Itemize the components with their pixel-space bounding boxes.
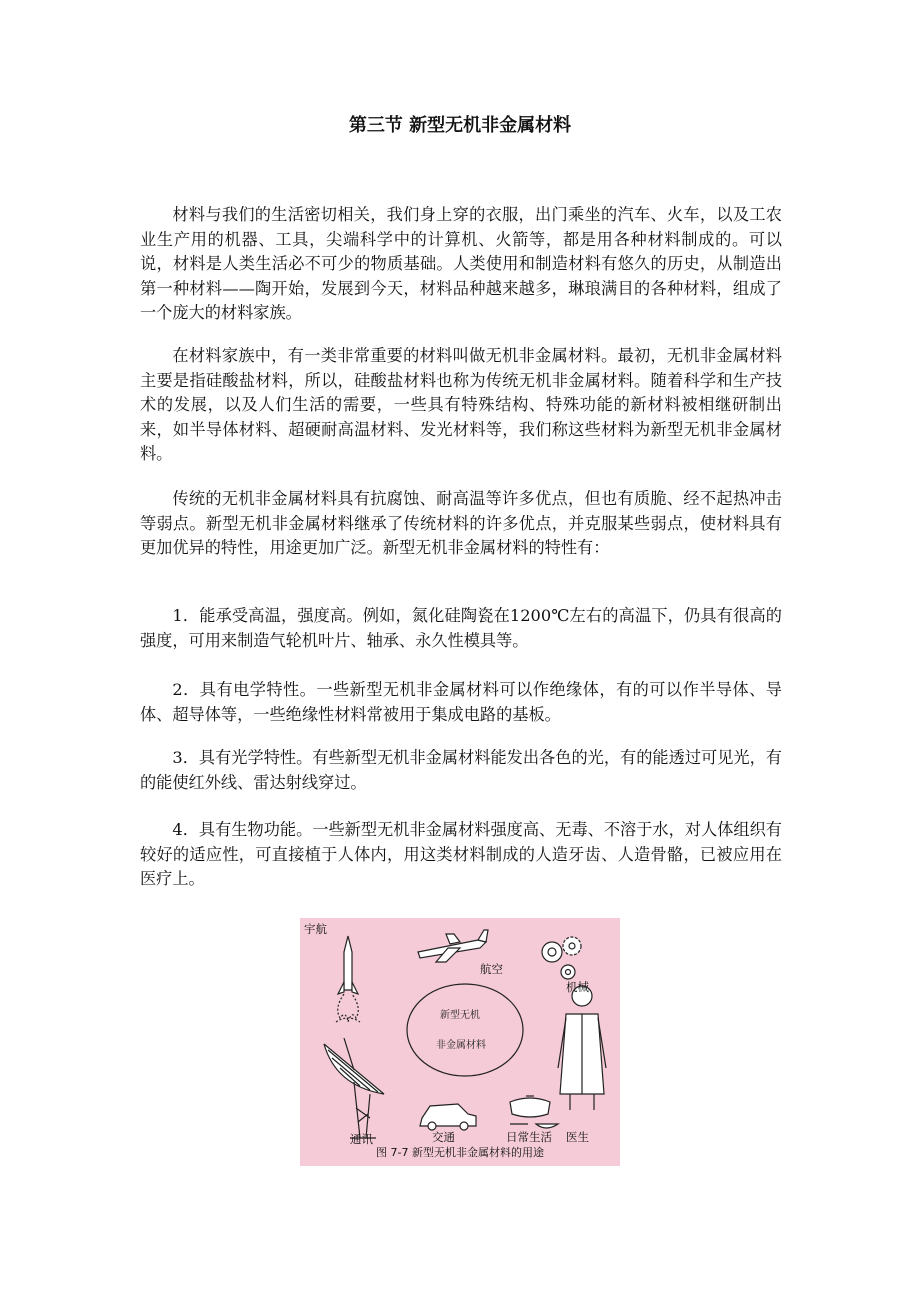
label-doctor: 医生 — [566, 1130, 589, 1144]
doctor-icon — [558, 986, 606, 1110]
label-aerospace: 宇航 — [304, 922, 327, 936]
label-daily-life: 日常生活 — [506, 1130, 552, 1144]
gear-icon — [542, 937, 581, 979]
figure-caption: 图 7-7 新型无机非金属材料的用途 — [376, 1146, 544, 1159]
cookware-icon — [510, 1096, 558, 1128]
car-icon — [420, 1104, 476, 1130]
uses-figure — [300, 918, 620, 1166]
paragraph-definition: 在材料家族中，有一类非常重要的材料叫做无机非金属材料。最初，无机非金属材料主要是指硅酸盐材料，所以，硅酸盐材料也称为传统无机非金属材料。随着科学和生产技术的发展，以及人们生活的需要，一些具有特殊结构、特殊功能的新材料被相继研制出来，如半导体材料、超硬耐高温材料、发光材料等，我们称这些材料为新型无机非金属材料。 — [140, 346, 782, 464]
property-item-3: 3．具有光学特性。有些新型无机非金属材料能发出各色的光，有的能透过可见光，有的能使红外线、雷达射线穿过。 — [140, 748, 782, 792]
property-item-2: 2．具有电学特性。一些新型无机非金属材料可以作绝缘体，有的可以作半导体、导体、超导体等，一些绝缘性材料常被用于集成电路的基板。 — [140, 680, 782, 724]
satellite-dish-icon — [324, 1038, 384, 1138]
center-ellipse — [407, 984, 523, 1076]
label-aviation: 航空 — [480, 962, 503, 976]
label-machinery: 机械 — [566, 980, 589, 994]
center-label-line1: 新型无机 — [440, 1010, 480, 1021]
airplane-icon — [418, 930, 488, 962]
rocket-icon — [336, 936, 360, 1022]
label-transport: 交通 — [432, 1130, 455, 1144]
paragraph-properties: 传统的无机非金属材料具有抗腐蚀、耐高温等许多优点，但也有质脆、经不起热冲击等弱点。新型无机非金属材料继承了传统材料的许多优点，并克服某些弱点，使材料具有更加优异的特性，用途更加广泛。新型无机非金属材料的特性有： — [140, 489, 782, 558]
paragraph-intro: 材料与我们的生活密切相关，我们身上穿的衣服，出门乘坐的汽车、火车，以及工农业生产用的机器、工具，尖端科学中的计算机、火箭等，都是用各种材料制成的。可以说，材料是人类生活必不可少的物质基础。人类使用和制造材料有悠久的历史，从制造出第一种材料——陶开始，发展到今天，材料品种越来越多，琳琅满目的各种材料，组成了一个庞大的材料家族。 — [140, 205, 782, 323]
property-item-1: 1．能承受高温，强度高。例如，氮化硅陶瓷在1200℃左右的高温下，仍具有很高的强度，可用来制造气轮机叶片、轴承、永久性模具等。 — [140, 606, 782, 650]
section-title: 第三节 新型无机非金属材料 — [348, 115, 572, 136]
center-label-line2: 非金属材料 — [436, 1040, 486, 1051]
property-item-4: 4．具有生物功能。一些新型无机非金属材料强度高、无毒、不溶于水，对人体组织有较好的适应性，可直接植于人体内，用这类材料制成的人造牙齿、人造骨骼，已被应用在医疗上。 — [140, 820, 782, 889]
label-communication: 通讯 — [350, 1132, 373, 1146]
